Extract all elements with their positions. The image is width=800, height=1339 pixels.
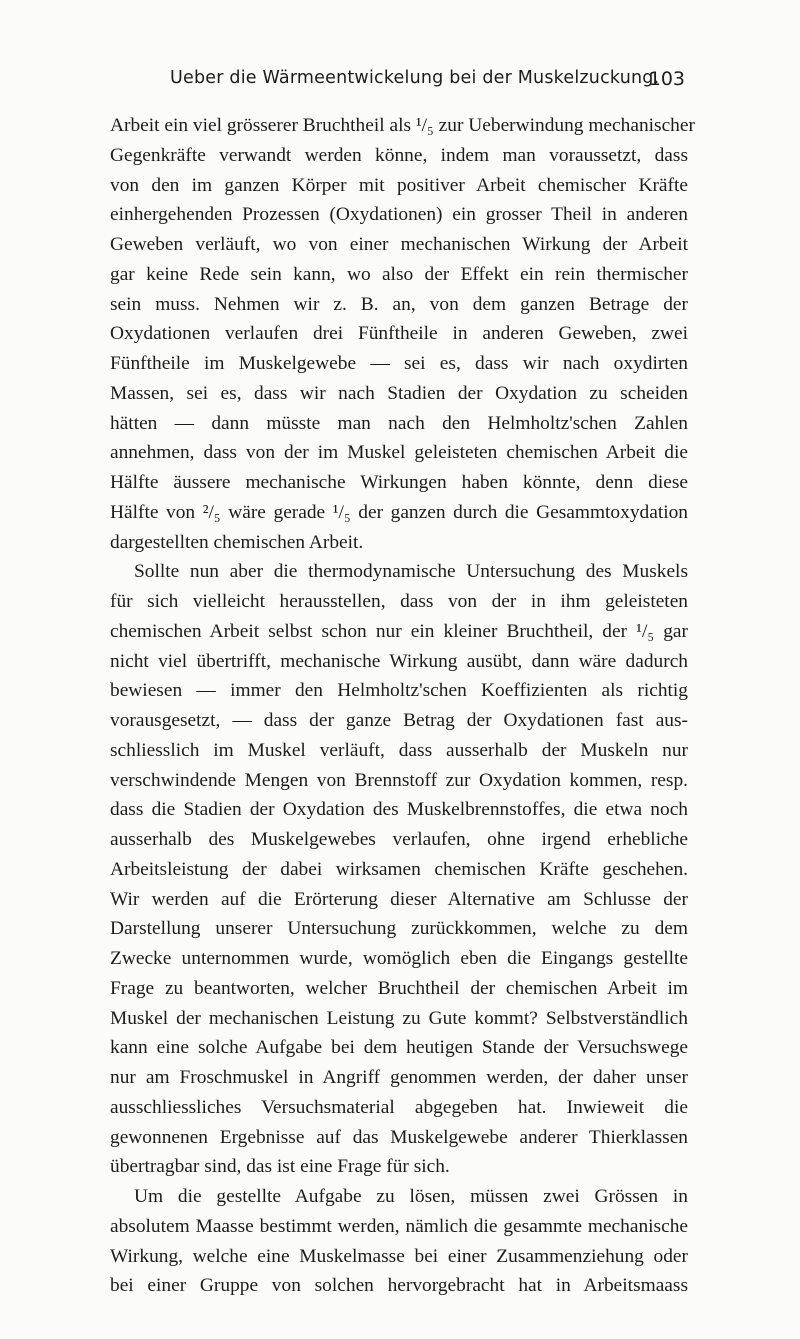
text-line: übertragbar sind, das ist eine Frage für sich. <box>110 1156 450 1178</box>
text-line: nicht viel übertrifft, mechanische Wirkung ausübt, dann wäre dadurch <box>110 650 688 672</box>
text-line: Wir werden auf die Erörterung dieser Alternative am Schlusse der <box>110 888 688 910</box>
text-line: Sollte nun aber die thermodynamische Untersuchung des Muskels <box>134 561 688 583</box>
text-line: Fünftheile im Muskelgewebe — sei es, dass wir nach oxydirten <box>110 353 688 374</box>
text-line: Oxydationen verlaufen drei Fünftheile in anderen Geweben, zwei <box>110 323 688 345</box>
text-line: absolutem Maasse bestimmt werden, nämlich die gesammte mechanische <box>110 1215 688 1237</box>
text-line: Gegenkräfte verwandt werden könne, indem man voraussetzt, dass <box>110 144 688 166</box>
text-line: Muskel der mechanischen Leistung zu Gute kommt? Selbstverständlich <box>110 1007 688 1029</box>
text-line: Hälfte von ²/₅ wäre gerade ¹/₅ der ganzen durch die Gesammtoxydation <box>110 501 688 523</box>
text-line: sein muss. Nehmen wir z. B. an, von dem ganzen Betrage der <box>110 293 688 315</box>
body-text <box>110 111 695 1301</box>
running-title: Ueber die Wärmeentwickelung bei der Muskelzuckung. <box>170 68 660 88</box>
text-line: Um die gestellte Aufgabe zu lösen, müssen zwei Grössen in <box>134 1186 688 1207</box>
text-line: dass die Stadien der Oxydation des Muskelbrennstoffes, die etwa noch <box>110 799 688 821</box>
page-header <box>110 68 685 96</box>
text-line: bei einer Gruppe von solchen hervorgebracht hat in Arbeitsmaass <box>110 1275 688 1297</box>
text-line: Frage zu beantworten, welcher Bruchtheil der chemischen Arbeit im <box>110 977 688 999</box>
text-line: einhergehenden Prozessen (Oxydationen) ein grosser Theil in anderen <box>110 204 688 226</box>
text-line: hätten — dann müsste man nach den Helmholtz'schen Zahlen <box>110 412 688 434</box>
text-line: dargestellten chemischen Arbeit. <box>110 531 364 553</box>
text-line: ausserhalb des Muskelgewebes verlaufen, ohne irgend erhebliche <box>110 829 688 850</box>
text-line: Zwecke unternommen wurde, womöglich eben die Eingangs gestellte <box>110 948 688 969</box>
text-line: nur am Froschmuskel in Angriff genommen werden, der daher unser <box>110 1067 688 1088</box>
text-line: vorausgesetzt, — dass der ganze Betrag der Oxydationen fast aus- <box>110 710 688 731</box>
text-line: Arbeit ein viel grösserer Bruchtheil als ¹/₅ zur Ueberwindung mechanischer <box>110 115 695 136</box>
text-line: Massen, sei es, dass wir nach Stadien der Oxydation zu scheiden <box>110 382 688 404</box>
text-line: Wirkung, welche eine Muskelmasse bei einer Zusammenziehung oder <box>110 1245 688 1267</box>
text-line: Hälfte äussere mechanische Wirkungen haben könnte, denn diese <box>110 472 688 493</box>
text-line: schliesslich im Muskel verläuft, dass ausserhalb der Muskeln nur <box>110 739 688 761</box>
text-line: kann eine solche Aufgabe bei dem heutigen Stande der Versuchswege <box>110 1037 688 1059</box>
text-line: annehmen, dass von der im Muskel geleisteten chemischen Arbeit die <box>110 442 688 464</box>
text-line: verschwindende Mengen von Brennstoff zur Oxydation kommen, resp. <box>110 769 688 791</box>
text-line: bewiesen — immer den Helmholtz'schen Koeffizienten als richtig <box>110 680 688 702</box>
text-line: für sich vielleicht herausstellen, dass von der in ihm geleisteten <box>110 591 688 612</box>
text-line: chemischen Arbeit selbst schon nur ein kleiner Bruchtheil, der ¹/₅ gar <box>110 620 688 642</box>
text-line: ausschliessliches Versuchsmaterial abgegeben hat. Inwieweit die <box>110 1096 688 1118</box>
text-line: gewonnenen Ergebnisse auf das Muskelgewebe anderer Thierklassen <box>110 1126 688 1148</box>
text-line: Arbeitsleistung der dabei wirksamen chemischen Kräfte geschehen. <box>110 858 688 880</box>
page-number: 103 <box>648 68 685 90</box>
text-line: von den im ganzen Körper mit positiver Arbeit chemischer Kräfte <box>110 174 688 196</box>
text-line: gar keine Rede sein kann, wo also der Effekt ein rein thermischer <box>110 263 688 285</box>
text-line: Darstellung unserer Untersuchung zurückkommen, welche zu dem <box>110 918 688 940</box>
text-line: Geweben verläuft, wo von einer mechanischen Wirkung der Arbeit <box>110 234 688 255</box>
